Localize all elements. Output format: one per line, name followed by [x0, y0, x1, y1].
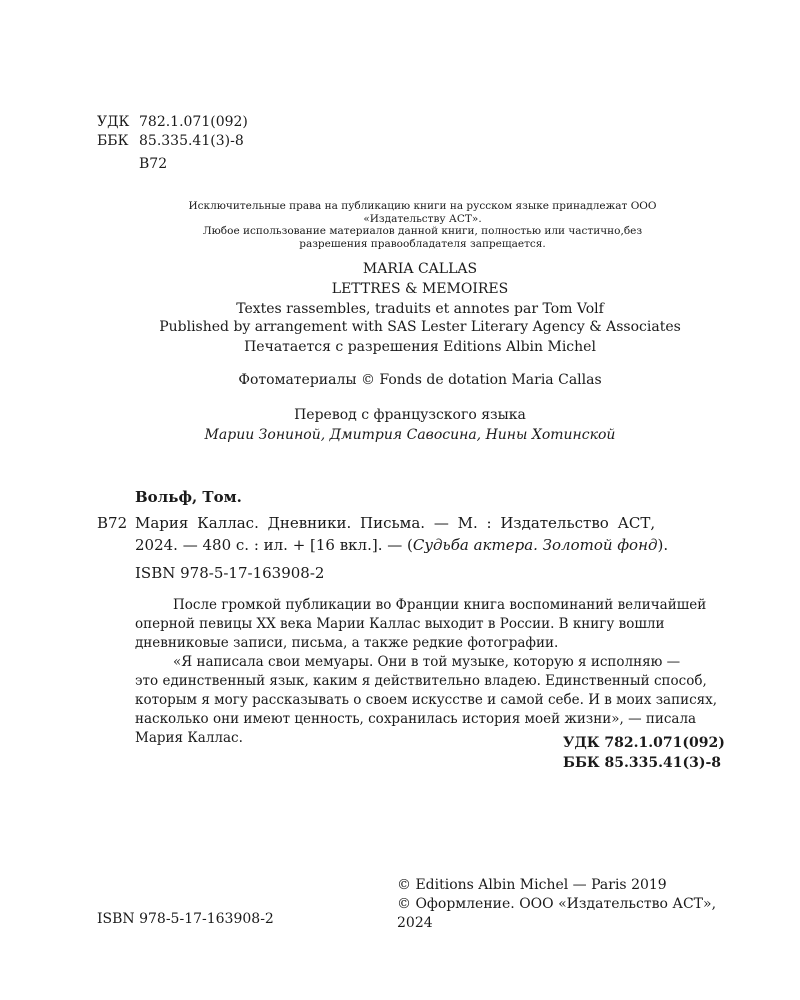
original-subtitle: Textes rassembles, traduits et annotes par Tom Volf [236, 301, 604, 317]
catalog-line-2: 2024. — 480 с. : ил. + [16 вкл.]. — (Судьба актера. Золотой фонд). [135, 536, 669, 554]
rights-line: разрешения правообладателя запрещается. [299, 237, 546, 250]
annotation-line: оперной певицы XX века Марии Каллас выходит в России. В книгу вошли [135, 616, 665, 632]
rights-line: Любое использование материалов данной книги, полностью или частично,без [202, 225, 643, 237]
bbk-value: 85.335.41(3)-8 [139, 133, 244, 149]
original-author: MARIA CALLAS [362, 261, 478, 277]
catalog-entry [135, 512, 705, 584]
translators: Марии Зониной, Дмитрия Савосина, Нины Хотинской [204, 427, 616, 443]
copyright-line: © Editions Albin Michel — Paris 2019 [397, 877, 667, 893]
annotation [135, 596, 718, 748]
annotation-codes [563, 733, 725, 773]
rights-line: Исключительные права на публикацию книги на русском языке принадлежат ООО [188, 200, 657, 212]
catalog-author-heading: Вольф, Том. [135, 488, 242, 506]
footer-isbn: ISBN 978-5-17-163908-2 [97, 911, 274, 927]
photo-credit: Фотоматериалы © Fonds de dotation Maria Callas [238, 372, 602, 388]
catalog-line-1: Мария Каллас. Дневники. Письма. — М. : Издательство АСТ, [135, 514, 656, 532]
original-title: LETTRES & MEMOIRES [331, 281, 509, 297]
catalog-isbn: ISBN 978-5-17-163908-2 [135, 564, 325, 582]
annotation-line: насколько они имеют ценность, сохранилась история моей жизни», — писала [135, 711, 697, 727]
udk-value: 782.1.071(092) [139, 114, 248, 130]
annotation-line: дневниковые записи, письма, а также редкие фотографии. [135, 635, 559, 651]
rights-notice [150, 200, 695, 250]
annotation-bbk: ББК 85.335.41(3)-8 [563, 755, 722, 771]
udk-label: УДК [97, 114, 130, 130]
annotation-line: это единственный язык, каким я действительно владею. Единственный способ, [135, 673, 707, 689]
annotation-line: «Я написала свои мемуары. Они в той музыке, которую я исполняю — [173, 654, 681, 670]
annotation-line: После громкой публикации во Франции книга воспоминаний величайшей [173, 597, 707, 613]
bbk-label: ББК [97, 133, 129, 149]
annotation-line: которым я могу рассказывать о своем искусстве и самой себе. И в моих записях, [135, 692, 718, 708]
arrangement [80, 317, 760, 357]
footer-copyrights [397, 876, 716, 933]
translation-info [100, 405, 720, 445]
catalog-mark: В72 [97, 514, 128, 532]
classification-codes [97, 113, 248, 174]
copyright-line: © Оформление. ООО «Издательство АСТ», [397, 896, 717, 912]
annotation-udk: УДК 782.1.071(092) [563, 735, 725, 751]
copyright-line: 2024 [397, 915, 433, 931]
rights-line: «Издательству АСТ». [363, 212, 482, 225]
arrangement-line: Published by arrangement with SAS Lester Literary Agency & Associates [159, 319, 681, 335]
original-edition [100, 259, 740, 319]
arrangement-line: Печатается с разрешения Editions Albin Michel [244, 339, 596, 355]
annotation-line: Мария Каллас. [135, 730, 243, 746]
author-mark: В72 [139, 156, 168, 172]
translation-label: Перевод с французского языка [294, 407, 526, 423]
